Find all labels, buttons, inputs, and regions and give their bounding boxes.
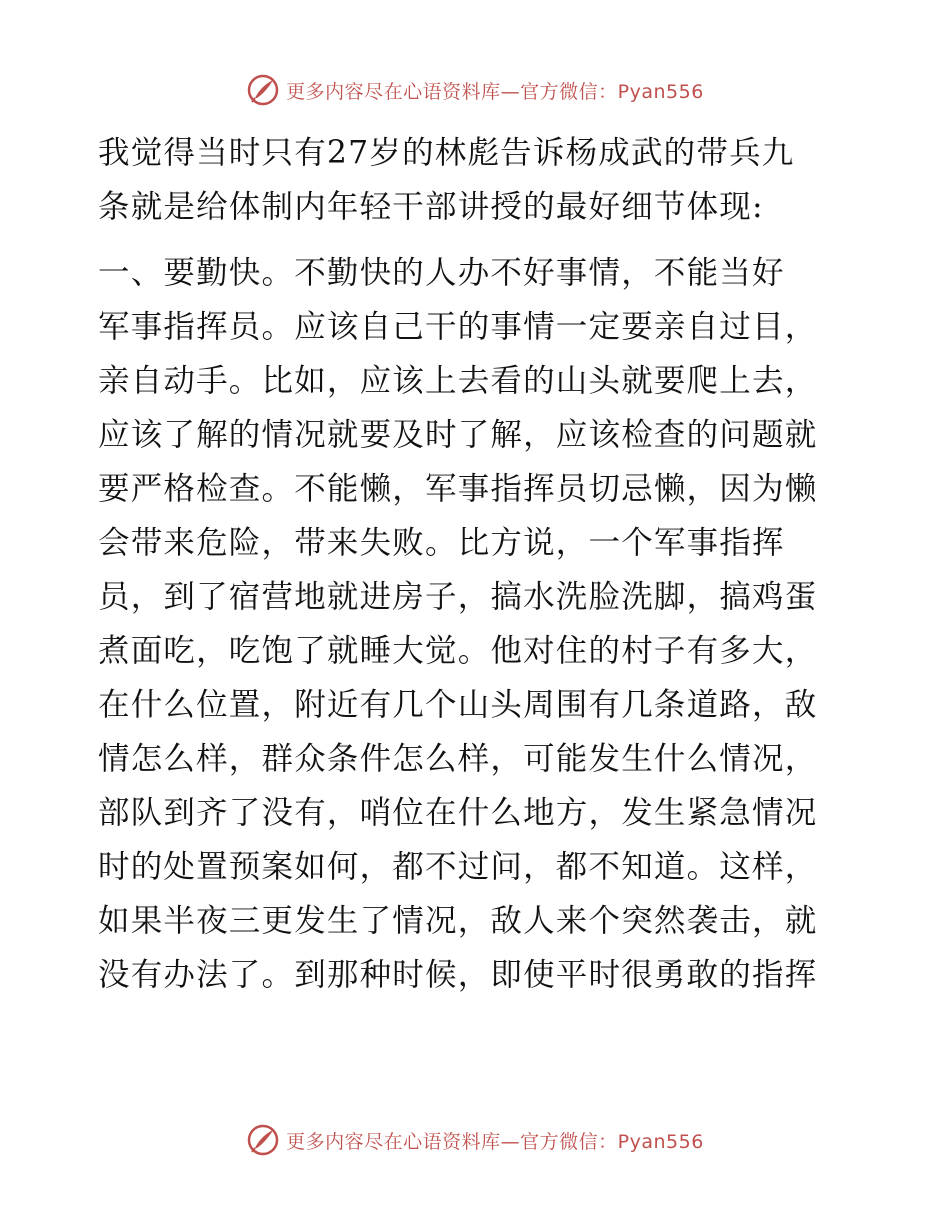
footer-watermark [0,1120,950,1160]
text-line: 我觉得当时只有27岁的林彪告诉杨成武的带兵九 [98,135,795,171]
text-line: 会带来危险，带来失败。比方说，一个军事指挥 [98,525,785,561]
quill-pen-logo-icon [246,1123,280,1157]
quill-pen-logo-icon [246,73,280,107]
text-line: 在什么位置，附近有几个山头周围有几条道路，敌 [98,687,818,723]
text-line: 军事指挥员。应该自己干的事情一定要亲自过目， [98,309,818,345]
text-line: 员，到了宿营地就进房子，搞水洗脸洗脚，搞鸡蛋 [98,579,818,615]
text-line: 要严格检查。不能懒，军事指挥员切忌懒，因为懒 [98,471,818,507]
header-watermark [0,70,950,110]
text-line: 条就是给体制内年轻干部讲授的最好细节体现: [98,189,764,225]
text-line: 煮面吃，吃饱了就睡大觉。他对住的村子有多大， [98,633,818,669]
text-line: 如果半夜三更发生了情况，敌人来个突然袭击，就 [98,903,818,939]
text-line: 情怎么样，群众条件怎么样，可能发生什么情况， [98,741,818,777]
watermark-text: 更多内容尽在心语资料库—官方微信：Pyan556 [286,1130,704,1153]
watermark-text: 更多内容尽在心语资料库—官方微信：Pyan556 [286,80,704,103]
text-line: 没有办法了。到那种时候，即使平时很勇敢的指挥 [98,957,818,993]
text-line: 时的处置预案如何，都不过问，都不知道。这样， [98,849,818,885]
text-line: 部队到齐了没有，哨位在什么地方，发生紧急情况 [98,795,818,831]
text-line: 应该了解的情况就要及时了解，应该检查的问题就 [98,417,818,453]
text-line: 一、要勤快。不勤快的人办不好事情，不能当好 [98,255,785,291]
text-line: 亲自动手。比如，应该上去看的山头就要爬上去， [98,363,818,399]
document-body [98,126,858,1002]
